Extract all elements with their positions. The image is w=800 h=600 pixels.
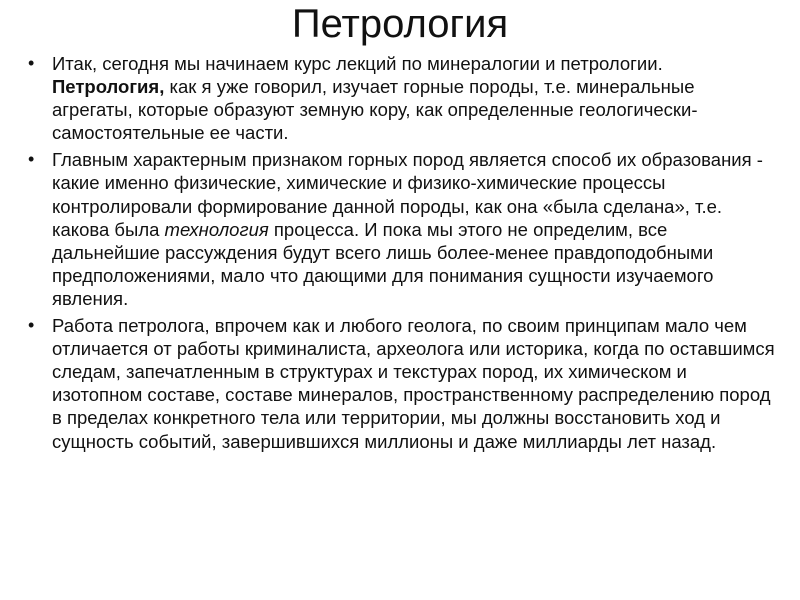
bullet-2-text-cont: процесса. И пока мы этого не определим, все дальнейшие рассуждения будут всего лишь более-менее правдоподобными предположениями, мало что дающими для понимания сущности изучаемого явления. (52, 218, 714, 309)
bullet-1-text-cont: как я уже говорил, изучает горные породы, т.е. минеральные агрегаты, которые образуют земную кору, как определенные геологически-самостоятельные ее части. (52, 76, 698, 144)
bullet-marker: • (28, 149, 35, 170)
bullet-item-3 (28, 314, 780, 453)
bullet-1-bold-term: Петрология, (52, 76, 165, 98)
slide-title: Петрология (291, 2, 509, 46)
bullet-item-2 (28, 148, 780, 310)
bullet-2-text: Главным характерным признаком горных пород является способ их образования - какие именно физические, химические и физико-химические процессы контролировали формирование данной породы, как она «была сделана», т.е. какова была (52, 149, 763, 240)
bullet-marker: • (28, 315, 35, 336)
bullet-item-1 (28, 52, 780, 144)
bullet-marker: • (28, 53, 35, 73)
bullet-list (28, 52, 780, 457)
bullet-3-text: Работа петролога, впрочем как и любого геолога, по своим принципам мало чем отличается от работы криминалиста, археолога или историка, когда по оставшимся следам, запечатленным в структурах и текстурах пород, их химическом и изотопном составе, составе минералов, пространственному распределению пород в пределах конкретного тела или территории, мы должны восстановить ход и сущность событий, завершившихся миллионы и даже миллиарды лет назад. (52, 315, 775, 452)
bullet-2-italic-term: технология (164, 218, 269, 240)
bullet-1-text: Итак, сегодня мы начинаем курс лекций по минералогии и петрологии. (52, 53, 663, 74)
